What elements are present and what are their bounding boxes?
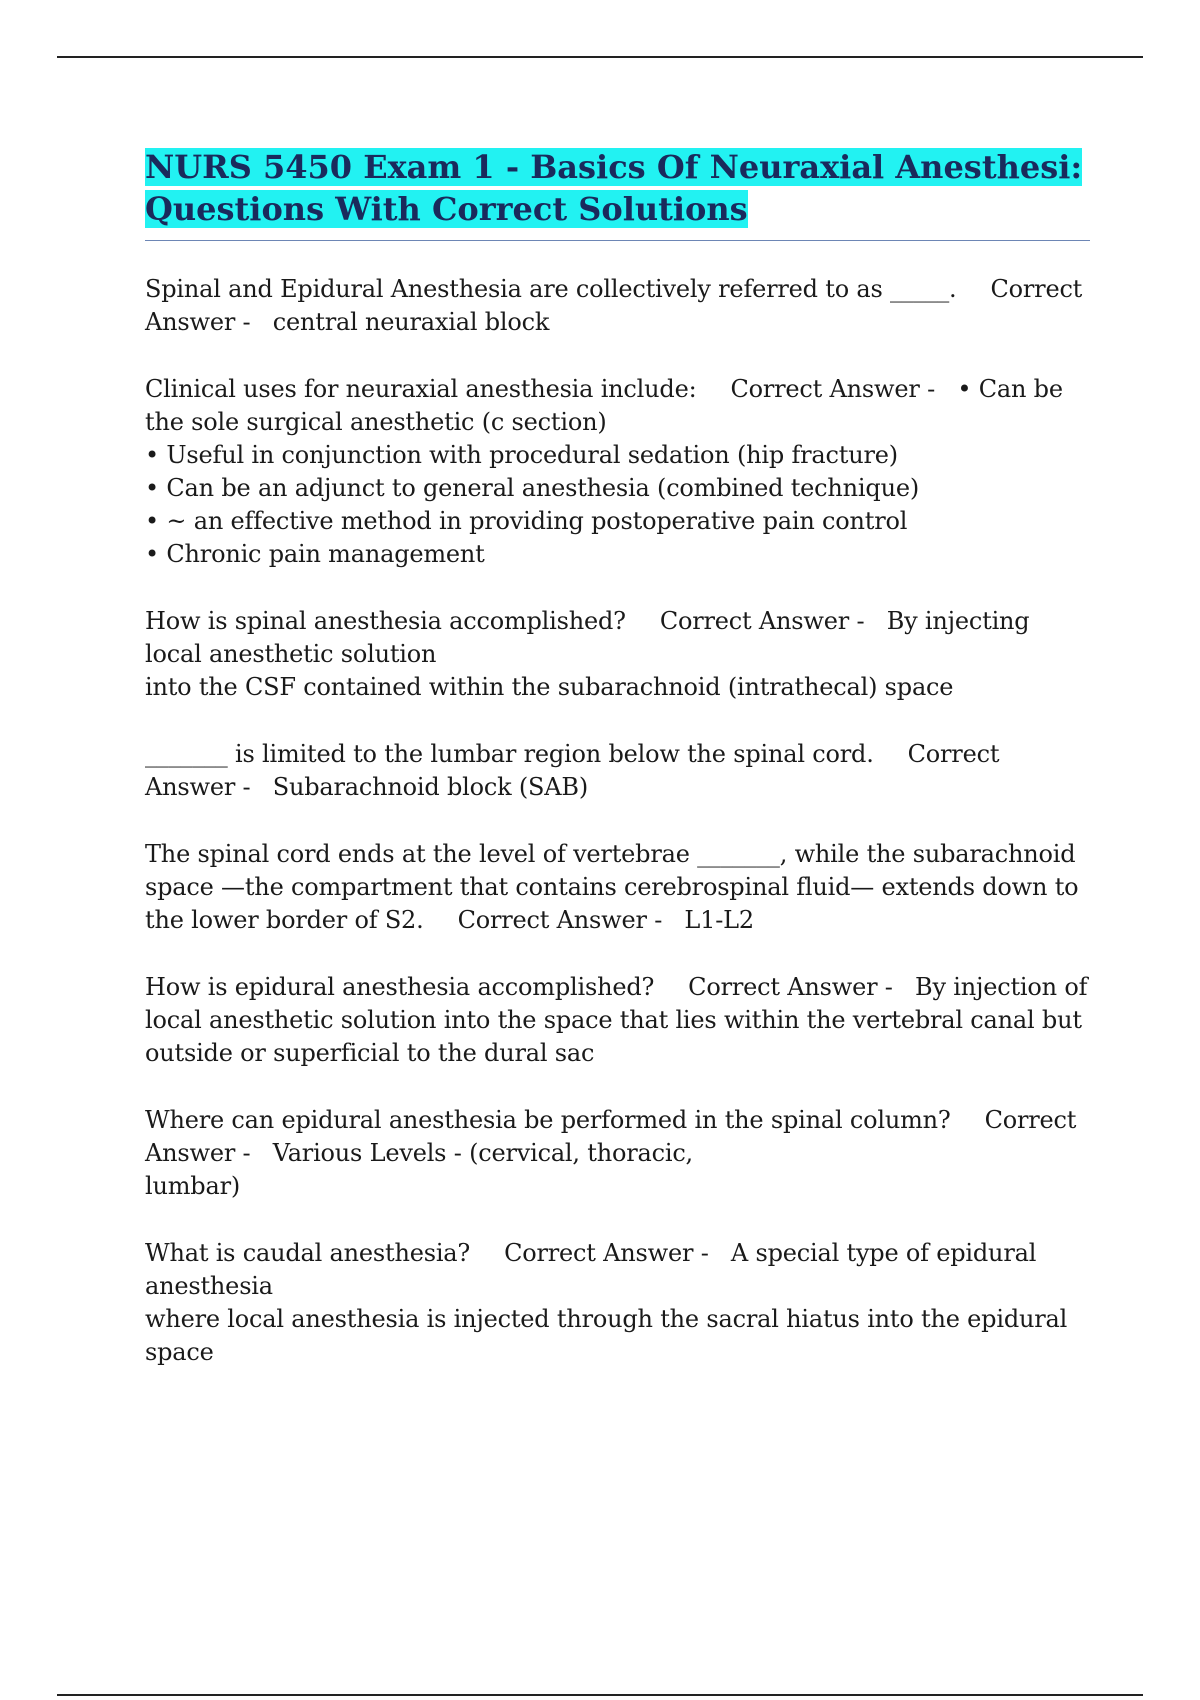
qa-item	[145, 373, 1090, 571]
question-text: What is caudal anesthesia?	[145, 1239, 471, 1267]
question-text: The spinal cord ends at the level of vertebrae _______, while the subarachnoid space —the compartment that contains cerebrospinal fluid— extends down to the lower border of S2.	[145, 840, 1086, 934]
answer-label: Correct Answer -	[504, 1239, 709, 1267]
answer-label: Correct Answer -	[145, 740, 1007, 801]
qa-item	[145, 1104, 1090, 1203]
answer-label: Correct Answer -	[730, 375, 936, 403]
qa-item	[145, 838, 1090, 937]
answer-label: Correct Answer -	[688, 973, 893, 1001]
qa-item	[145, 1237, 1090, 1369]
question-text: Clinical uses for neuraxial anesthesia include:	[145, 375, 697, 403]
answer-text: • Can be the sole surgical anesthetic (c section) • Useful in conjunction with procedural sedation (hip fracture) • Can be an adjunct to general anesthesia (combined technique) • ~ an effective method in providing postoperative pain control • Chronic pain management	[145, 375, 1063, 568]
question-text: How is spinal anesthesia accomplished?	[145, 607, 626, 635]
answer-text: Subarachnoid block (SAB)	[272, 773, 589, 801]
answer-text: central neuraxial block	[272, 308, 550, 336]
qa-item	[145, 605, 1090, 704]
title-line-1: NURS 5450 Exam 1 - Basics Of Neuraxial Anesthesi:	[145, 148, 1083, 186]
qa-list	[145, 273, 1095, 1369]
question-text: _______ is limited to the lumbar region below the spinal cord.	[145, 740, 874, 768]
answer-label: Correct Answer -	[145, 1106, 1084, 1167]
answer-label: Correct Answer -	[457, 906, 663, 934]
question-text: Where can epidural anesthesia be performed in the spinal column?	[145, 1106, 951, 1134]
answer-text: A special type of epidural anesthesia where local anesthesia is injected through the sacral hiatus into the epidural space	[145, 1239, 1068, 1366]
qa-item	[145, 273, 1090, 339]
qa-item	[145, 738, 1090, 804]
question-text: Spinal and Epidural Anesthesia are collectively referred to as _____.	[145, 275, 957, 303]
page-bottom-rule	[57, 1694, 1143, 1696]
question-text: How is epidural anesthesia accomplished?	[145, 973, 655, 1001]
answer-text: By injection of local anesthetic solution into the space that lies within the vertebral canal but outside or superficial to the dural sac	[145, 973, 1095, 1067]
qa-item	[145, 971, 1095, 1070]
answer-text: L1-L2	[684, 906, 754, 934]
title-underline	[145, 240, 1090, 241]
answer-text: By injecting local anesthetic solution into the CSF contained within the subarachnoid (intrathecal) space	[145, 607, 1030, 701]
page-top-rule	[57, 56, 1143, 58]
answer-label: Correct Answer -	[659, 607, 865, 635]
document-body	[145, 146, 1095, 1403]
answer-label: Correct Answer -	[145, 275, 1090, 336]
document-title	[145, 146, 1090, 230]
title-line-2: Questions With Correct Solutions	[145, 190, 748, 228]
answer-text: Various Levels - (cervical, thoracic, lumbar)	[145, 1139, 693, 1200]
